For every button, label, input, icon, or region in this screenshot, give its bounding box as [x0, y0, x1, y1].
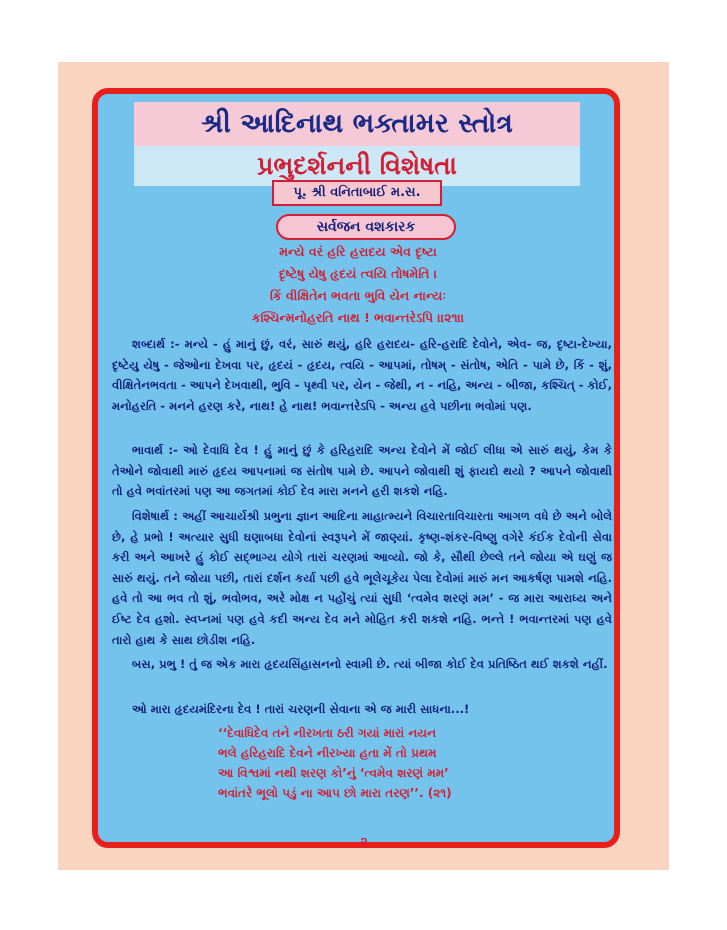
visheshartha-label: વિશેષાર્થ : [132, 509, 178, 523]
bhavarth-label: ભાવાર્થ :- [132, 443, 178, 457]
shabdarth-paragraph [112, 334, 612, 416]
verse-line-1: મન્યે વરં હરિ હરાદય એવ દૃષ્ટા [279, 244, 437, 259]
shabdarth-text: મન્યે - હું માનું છું, વરં, સારું થયું, હરિ હરાદય- હરિ-હરાદિ દેવોને, એવ- જ, દૃષ્ટા-દેખ્યા, દૃષ્ટેયુ યેષુ - જેઓના દેખવા પર, હૃદયં - હૃદય, ત્વયિ - આપમાં, તોષમ્ - સંતોષ, એતિ - પામે છે, કિં - શું, વીક્ષિતેનભવતા - આપને દેખવાથી, ભુવિ - પૃથ્વી પર, યેન - જેથી, ન - નહિ, અન્ય - બીજા, કશ્ચિત્ - કોઈ, મનોહરતિ - મનને હરણ કરે, નાથ! હે નાથ! ભવાન્તરેઽપિ - અન્ય હવે પછીના ભવોમાં પણ. [112, 337, 612, 413]
bhavarth-paragraph [112, 440, 612, 502]
bhavarth-text: ઓ દેવાધિ દેવ ! હું માનું છું કે હરિહરાદિ અન્ય દેવોને મેં જોઈ લીધા એ સારું થયું, કેમ કે તેઓને જોવાથી મારું હૃદય આપનામાં જ સંતોષ પામે છે. આપને જોવાથી શું ફાયદો થયો ? આપને જોવાથી તો હવે ભવાંતરમાં પણ આ જગતમાં કોઈ દેવ મારા મનને હરી શકશે નહિ. [112, 443, 612, 499]
page-title: શ્રી આદિનાથ ભક્તામર સ્તોત્ર [134, 102, 580, 146]
visheshartha-text: અહીં આચાર્યશ્રી પ્રભુના જ્ઞાન આદિના માહાત્મ્યને વિચારતાવિચારતા આગળ વધે છે અને બોલે છે, હે પ્રભો ! અત્યાર સુધી ઘણાબધા દેવોનાં સ્વરૂપને મેં જાણ્યાં. કૃષ્ણ-શંકર-વિષ્ણુ વગેરે કંઈક દેવોની સેવા કરી અને આખરે હું કોઈ સદ્ભાગ્ય યોગે તારાં ચરણમાં આવ્યો. જો કે, સૌથી છેલ્લે તને જોયા એ ઘણું જ સારું થયું. તને જોયા પછી, તારાં દર્શન કર્યા પછી હવે ભૂલેચૂકેય પેલા દેવોમાં મારું મન આકર્ષણ પામશે નહિ. હવે તો આ ભવ તો શું, ભવોભવ, અરે મોક્ષ ન પહોંચું ત્યાં સુધી ‘ત્વમેવ શરણં મમ’ - જ મારા આરાધ્ય અને ઈષ્ટ દેવ હશો. સ્વપ્નમાં પણ હવે કદી અન્ય દેવ મને મોહિત કરી શકશે નહિ. ભન્તે ! ભવાન્તરમાં પણ હવે તારો હાથ કે સાથ છોડીશ નહિ. [112, 509, 612, 647]
closing-paragraph: બસ, પ્રભુ ! તું જ એક મારા હૃદયસિંહાસનનો સ્વામી છે. ત્યાં બીજા કોઈ દેવ પ્રતિષ્ઠિત થઈ શકશે નહીં. [132, 657, 608, 671]
verse-line-3: કિં વીક્ષિતેન ભવતા ભુવિ યેન નાન્યઃ [269, 288, 447, 303]
author-badge: પૂ. શ્રી વનિતાબાઈ મ.સ. [272, 180, 442, 206]
section-heading: સર્વજન વશકારક [276, 214, 456, 240]
shabdarth-label: શબ્દાર્થ :- [132, 337, 180, 351]
content-card [92, 88, 620, 848]
verse-line-2: દૃષ્ટેષુ યેષુ હૃદયં ત્વયિ તોષમેતિ । [278, 266, 438, 281]
prayer-line: ઓ મારા હૃદયમંદિરના દેવ ! તારાં ચરણની સેવાના એ જ મારી સાધના...! [132, 702, 470, 716]
page-number: ૨ [360, 834, 368, 848]
poem-line-1: ‘‘દેવાધિદેવ તને નીરખતા ઠરી ગયાં મારાં નયન [218, 726, 437, 740]
page-subtitle: પ્રભુદર્શનની વિશેષતા [134, 146, 580, 186]
poem-line-3: આ વિશ્વમાં નથી શરણ કો’નું ‘ત્વમેવ શરણં મમ’ [218, 766, 449, 780]
poem-line-4: ભવાંતરે ભૂલો પડું ના આપ છો મારા તરણ’’. (૨૧) [218, 786, 452, 800]
visheshartha-paragraph [112, 506, 612, 650]
verse-line-4: કશ્ચિન્મનોહરતિ નાથ ! ભવાન્તરેઽપિ ।।૨૧।। [251, 310, 465, 325]
poem-line-2: ભલે હરિહરાદિ દેવને નીરખ્યા હતા મેં તો પ્રથમ [218, 746, 437, 760]
